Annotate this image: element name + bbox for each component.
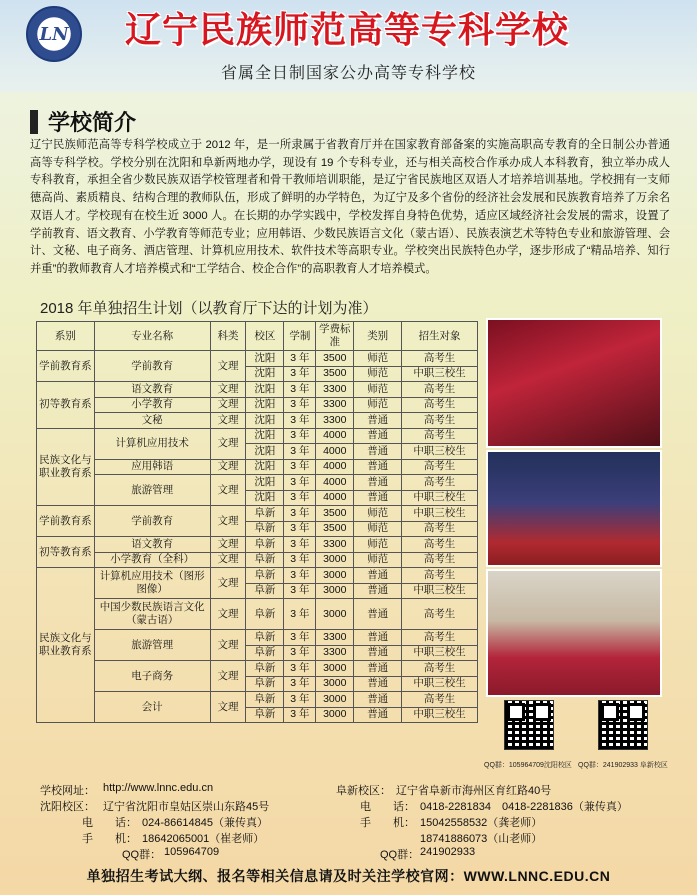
table-row [37, 475, 478, 491]
table-row [37, 351, 478, 367]
table-row [37, 397, 478, 413]
header-cell: 学制 [284, 322, 316, 351]
table-row [37, 692, 478, 708]
table-row [37, 661, 478, 677]
table-cell: 3 年 [284, 676, 316, 692]
table-cell: 中职三校生 [402, 707, 478, 723]
table-cell: 普通 [354, 645, 402, 661]
table-cell: 3 年 [284, 490, 316, 506]
table-cell: 中职三校生 [402, 645, 478, 661]
qr-caption-fuxin: QQ群：241902933 阜新校区 [578, 762, 668, 769]
header-cell: 学费标准 [316, 322, 354, 351]
table-cell: 普通 [354, 444, 402, 460]
table-cell: 文理 [210, 506, 246, 537]
table-cell: 中职三校生 [402, 676, 478, 692]
header-banner [0, 0, 697, 92]
table-cell: 普通 [354, 583, 402, 599]
table-cell: 师范 [354, 351, 402, 367]
table-cell: 沈阳 [246, 459, 284, 475]
header-cell: 类别 [354, 322, 402, 351]
shenyang-label: 沈阳校区： [40, 801, 95, 813]
table-cell: 3 年 [284, 707, 316, 723]
music-performance-photo [486, 569, 662, 697]
table-cell: 高考生 [402, 459, 478, 475]
table-cell: 3000 [316, 552, 354, 568]
table-cell: 会计 [94, 692, 210, 723]
table-cell: 普通 [354, 459, 402, 475]
table-cell: 沈阳 [246, 444, 284, 460]
fuxin-tel: 0418-2281834 0418-2281836（兼传真） [420, 801, 628, 813]
table-cell: 学前教育系 [37, 506, 95, 537]
table-cell: 3 年 [284, 552, 316, 568]
website-label: 学校网址： [40, 785, 95, 797]
table-cell: 师范 [354, 506, 402, 522]
dance-performance-photo [486, 318, 662, 448]
table-cell: 3300 [316, 537, 354, 553]
table-cell: 普通 [354, 413, 402, 429]
table-cell: 高考生 [402, 537, 478, 553]
table-cell: 3 年 [284, 645, 316, 661]
table-cell: 中国少数民族语言文化（蒙古语） [94, 599, 210, 630]
table-cell: 中职三校生 [402, 444, 478, 460]
table-row [37, 506, 478, 522]
table-cell: 4000 [316, 475, 354, 491]
table-cell: 文理 [210, 475, 246, 506]
table-cell: 师范 [354, 521, 402, 537]
table-cell: 阜新 [246, 676, 284, 692]
table-row [37, 630, 478, 646]
table-cell: 3500 [316, 506, 354, 522]
table-cell: 文理 [210, 537, 246, 553]
table-cell: 文理 [210, 692, 246, 723]
table-cell: 4000 [316, 444, 354, 460]
enrollment-table [36, 321, 478, 723]
table-cell: 3 年 [284, 475, 316, 491]
table-cell: 阜新 [246, 707, 284, 723]
intro-title: 学校简介 [48, 110, 137, 135]
header-cell: 科类 [210, 322, 246, 351]
table-cell: 3000 [316, 707, 354, 723]
table-cell: 普通 [354, 692, 402, 708]
table-cell: 中职三校生 [402, 366, 478, 382]
table-cell: 高考生 [402, 351, 478, 367]
table-cell: 旅游管理 [94, 630, 210, 661]
table-cell: 3500 [316, 366, 354, 382]
shenyang-mobile: 18642065001（崔老师） [142, 833, 265, 845]
table-cell: 高考生 [402, 382, 478, 398]
table-cell: 中职三校生 [402, 583, 478, 599]
table-row [37, 459, 478, 475]
school-logo [26, 6, 82, 62]
table-cell: 阜新 [246, 599, 284, 630]
table-cell: 4000 [316, 428, 354, 444]
table-cell: 师范 [354, 552, 402, 568]
table-row [37, 382, 478, 398]
table-cell: 3 年 [284, 397, 316, 413]
table-cell: 沈阳 [246, 382, 284, 398]
table-cell: 3500 [316, 521, 354, 537]
table-row [37, 428, 478, 444]
table-cell: 文理 [210, 661, 246, 692]
table-cell: 高考生 [402, 692, 478, 708]
table-cell: 3000 [316, 599, 354, 630]
fuxin-label: 阜新校区： [336, 785, 391, 797]
table-cell: 文理 [210, 351, 246, 382]
table-cell: 3 年 [284, 444, 316, 460]
table-cell: 文理 [210, 428, 246, 459]
table-cell: 旅游管理 [94, 475, 210, 506]
table-cell: 文理 [210, 568, 246, 599]
table-cell: 高考生 [402, 428, 478, 444]
table-cell: 3 年 [284, 521, 316, 537]
table-cell: 3 年 [284, 413, 316, 429]
table-cell: 文理 [210, 552, 246, 568]
table-cell: 高考生 [402, 630, 478, 646]
shenyang-mobile-label: 手 机： [82, 833, 137, 845]
table-row [37, 413, 478, 429]
table-cell: 小学教育 [94, 397, 210, 413]
table-cell: 高考生 [402, 397, 478, 413]
table-cell: 3 年 [284, 661, 316, 677]
table-cell: 文理 [210, 630, 246, 661]
table-cell: 师范 [354, 366, 402, 382]
table-cell: 小学教育（全科） [94, 552, 210, 568]
table-cell: 阜新 [246, 537, 284, 553]
table-cell: 沈阳 [246, 351, 284, 367]
table-cell: 3 年 [284, 428, 316, 444]
table-cell: 4000 [316, 490, 354, 506]
shenyang-qr-code [504, 700, 554, 750]
table-cell: 普通 [354, 630, 402, 646]
logo-mark: LN [39, 23, 69, 45]
table-cell: 初等教育系 [37, 537, 95, 568]
table-cell: 普通 [354, 599, 402, 630]
table-cell: 阜新 [246, 630, 284, 646]
table-cell: 文理 [210, 397, 246, 413]
table-cell: 阜新 [246, 521, 284, 537]
qr-caption-shenyang: QQ群：105964709沈阳校区 [484, 762, 572, 769]
table-cell: 普通 [354, 490, 402, 506]
table-cell: 3000 [316, 568, 354, 584]
table-cell: 3 年 [284, 599, 316, 630]
table-cell: 高考生 [402, 552, 478, 568]
table-cell: 中职三校生 [402, 506, 478, 522]
table-cell: 阜新 [246, 506, 284, 522]
table-cell: 3000 [316, 692, 354, 708]
table-cell: 3300 [316, 630, 354, 646]
table-cell: 应用韩语 [94, 459, 210, 475]
table-cell: 文秘 [94, 413, 210, 429]
fuxin-tel-label: 电 话： [360, 801, 415, 813]
table-cell: 师范 [354, 382, 402, 398]
table-cell: 民族文化与职业教育系 [37, 568, 95, 723]
table-cell: 文理 [210, 459, 246, 475]
table-cell: 沈阳 [246, 366, 284, 382]
table-cell: 3 年 [284, 459, 316, 475]
table-cell: 普通 [354, 676, 402, 692]
table-cell: 高考生 [402, 521, 478, 537]
table-cell: 普通 [354, 707, 402, 723]
table-cell: 文理 [210, 413, 246, 429]
table-cell: 阜新 [246, 583, 284, 599]
fuxin-mobile-1: 15042558532（龚老师） [420, 817, 543, 829]
table-cell: 学前教育 [94, 351, 210, 382]
fuxin-mobile-label: 手 机： [360, 817, 415, 829]
table-cell: 3000 [316, 661, 354, 677]
table-cell: 3 年 [284, 583, 316, 599]
table-cell: 高考生 [402, 599, 478, 630]
school-subtitle: 省属全日制国家公办高等专科学校 [220, 65, 476, 82]
shenyang-tel: 024-86614845（兼传真） [142, 817, 268, 829]
table-cell: 语文教育 [94, 382, 210, 398]
table-cell: 高考生 [402, 475, 478, 491]
header-cell: 专业名称 [94, 322, 210, 351]
school-name: 辽宁民族师范高等专科学校 [125, 9, 570, 50]
table-cell: 学前教育系 [37, 351, 95, 382]
fuxin-qr-code [598, 700, 648, 750]
table-cell: 普通 [354, 568, 402, 584]
table-cell: 电子商务 [94, 661, 210, 692]
table-cell: 沈阳 [246, 428, 284, 444]
table-cell: 阜新 [246, 692, 284, 708]
fuxin-address: 辽宁省阜新市海州区育红路40号 [396, 785, 552, 797]
table-cell: 3000 [316, 676, 354, 692]
table-cell: 3500 [316, 351, 354, 367]
table-cell: 3300 [316, 382, 354, 398]
header-cell: 招生对象 [402, 322, 478, 351]
intro-paragraph: 辽宁民族师范高等专科学校成立于 2012 年，是一所隶属于省教育厅并在国家教育部备案的实施高职高专教育的全日制公办普通高等专科学校。学校分别在沈阳和阜新两地办学，现设有 19 个专科专业，还与相关高校合作承办成人本科教育，独立举办成人专科教育，承担全省少数民族双语学校管理者和骨干教师培训职能，是辽宁省民族地区双语人才培养培训基地。学校拥有一支师德高尚、素质精良、结构合理的教师队伍，形成了鲜明的办学特色，为辽宁及多个省份的经济社会发展和民族教育培养了万余名双语人才。学校现有在校生近 3000 人。在长期的办学实践中，学校发挥自身特色优势，适应区域经济社会发展的需求，设置了学前教育、语文教育、小学教育等师范专业；应用韩语、少数民族语言文化（蒙古语）、民族表演艺术等特色专业和旅游管理、会计、文秘、电子商务、酒店管理、计算机应用技术、软件技术等高职专业。学校突出民族特色办学，逐步形成了“精品培养、知行并重”的教师教育人才培养模式和“工学结合、校企合作”的高职教育人才培养模式。 [30, 139, 670, 275]
table-row [37, 537, 478, 553]
header-cell: 系别 [37, 322, 95, 351]
table-cell: 3300 [316, 645, 354, 661]
table-cell: 沈阳 [246, 490, 284, 506]
table-cell: 3 年 [284, 382, 316, 398]
table-cell: 高考生 [402, 413, 478, 429]
table-cell: 3 年 [284, 692, 316, 708]
table-cell: 3 年 [284, 506, 316, 522]
table-row [37, 552, 478, 568]
shenyang-address: 辽宁省沈阳市皇姑区崇山东路45号 [103, 801, 270, 813]
table-cell: 文理 [210, 382, 246, 398]
table-cell: 普通 [354, 661, 402, 677]
shenyang-qq: 105964709 [164, 846, 220, 858]
table-cell: 沈阳 [246, 413, 284, 429]
table-cell: 阜新 [246, 552, 284, 568]
website-link[interactable]: http://www.lnnc.edu.cn [103, 782, 214, 794]
table-cell: 民族文化与职业教育系 [37, 428, 95, 506]
table-cell: 初等教育系 [37, 382, 95, 429]
table-cell: 3 年 [284, 537, 316, 553]
table-cell: 普通 [354, 475, 402, 491]
fuxin-mobile-2: 18741886073（山老师） [420, 833, 543, 845]
table-cell: 计算机应用技术（图形图像） [94, 568, 210, 599]
table-cell: 3 年 [284, 366, 316, 382]
heading-bar [30, 110, 38, 134]
intro-heading [30, 106, 136, 137]
table-cell: 4000 [316, 459, 354, 475]
table-cell: 师范 [354, 537, 402, 553]
table-cell: 普通 [354, 428, 402, 444]
stage-performance-photo [486, 450, 662, 567]
footer-notice: 单独招生考试大纲、报名等相关信息请及时关注学校官网：WWW.LNNC.EDU.CN [86, 868, 611, 884]
table-cell: 学前教育 [94, 506, 210, 537]
table-cell: 高考生 [402, 568, 478, 584]
table-cell: 师范 [354, 397, 402, 413]
table-cell: 阜新 [246, 661, 284, 677]
table-cell: 3 年 [284, 630, 316, 646]
table-cell: 沈阳 [246, 475, 284, 491]
shenyang-qq-label: QQ群： [122, 849, 162, 861]
table-cell: 中职三校生 [402, 490, 478, 506]
table-cell: 阜新 [246, 568, 284, 584]
table-header-row [37, 322, 478, 351]
table-row [37, 599, 478, 630]
table-cell: 3 年 [284, 351, 316, 367]
table-cell: 3000 [316, 583, 354, 599]
fuxin-qq-label: QQ群： [380, 849, 420, 861]
table-cell: 阜新 [246, 645, 284, 661]
shenyang-tel-label: 电 话： [82, 817, 137, 829]
table-cell: 3300 [316, 413, 354, 429]
plan-title: 2018 年单独招生计划（以教育厅下达的计划为准） [40, 300, 378, 317]
table-cell: 高考生 [402, 661, 478, 677]
table-cell: 3300 [316, 397, 354, 413]
header-cell: 校区 [246, 322, 284, 351]
table-cell: 沈阳 [246, 397, 284, 413]
table-cell: 语文教育 [94, 537, 210, 553]
fuxin-qq: 241902933 [420, 846, 476, 858]
table-cell: 计算机应用技术 [94, 428, 210, 459]
table-cell: 文理 [210, 599, 246, 630]
table-cell: 3 年 [284, 568, 316, 584]
table-row [37, 568, 478, 584]
